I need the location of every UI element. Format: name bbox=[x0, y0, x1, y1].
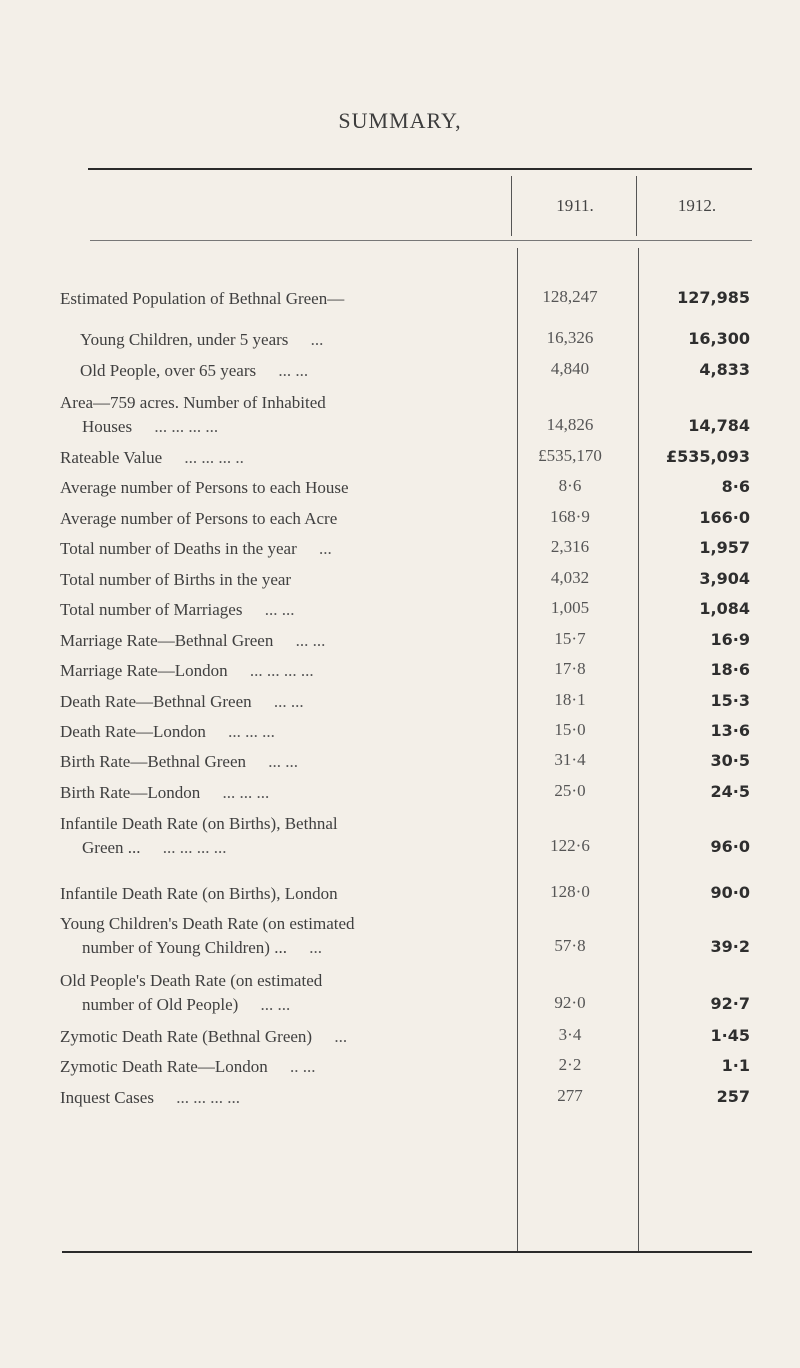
row-label bbox=[60, 287, 490, 311]
leader-dots: ... bbox=[309, 938, 322, 957]
value-1912: 92·7 bbox=[710, 994, 750, 1013]
value-1911: 31·4 bbox=[554, 750, 586, 769]
value-1911: 128,247 bbox=[542, 287, 598, 306]
row-label-text: Young Children's Death Rate (on estimated bbox=[60, 914, 355, 933]
value-1912: 15·3 bbox=[710, 691, 750, 710]
value-1912: 166·0 bbox=[699, 508, 750, 527]
value-1911: 128·0 bbox=[550, 882, 590, 901]
value-1912: 257 bbox=[716, 1087, 750, 1106]
leader-dots: ... bbox=[318, 539, 332, 558]
row-label bbox=[60, 882, 490, 906]
row-label bbox=[60, 359, 490, 383]
row-label-text: Average number of Persons to each House bbox=[60, 478, 349, 497]
row-label bbox=[60, 598, 490, 622]
leader-dots: ... bbox=[310, 330, 324, 349]
row-label-text: Death Rate—London bbox=[60, 722, 206, 741]
leader-dots: ... ... bbox=[278, 361, 309, 380]
value-1912: 1·1 bbox=[721, 1056, 750, 1075]
row-label-continued-text: number of Old People) bbox=[82, 995, 239, 1014]
value-1912: 16·9 bbox=[710, 630, 750, 649]
leader-dots: ... bbox=[334, 1027, 348, 1046]
value-1912: £535,093 bbox=[665, 447, 750, 466]
row-label bbox=[60, 969, 490, 1017]
value-1911: 92·0 bbox=[554, 993, 586, 1012]
row-label-text: Death Rate—Bethnal Green bbox=[60, 692, 252, 711]
row-label-text: Rateable Value bbox=[60, 448, 163, 467]
value-1911: 57·8 bbox=[554, 936, 586, 955]
row-label bbox=[60, 446, 490, 470]
row-label-text: Inquest Cases bbox=[60, 1088, 154, 1107]
value-1911: 4,032 bbox=[550, 568, 590, 587]
leader-dots: ... ... ... ... bbox=[176, 1088, 240, 1107]
value-1911: 14,826 bbox=[546, 415, 594, 434]
row-label-text: Area—759 acres. Number of Inhabited bbox=[60, 393, 326, 412]
value-1912: 24·5 bbox=[710, 782, 750, 801]
value-1912: 8·6 bbox=[721, 477, 750, 496]
bottom-rule bbox=[62, 1251, 752, 1253]
value-1911: 18·1 bbox=[554, 690, 586, 709]
row-label-text: Total number of Marriages bbox=[60, 600, 243, 619]
row-label bbox=[60, 750, 490, 774]
page-title: SUMMARY, bbox=[338, 108, 462, 133]
column-divider-right-header bbox=[636, 176, 637, 236]
leader-dots: ... ... ... ... bbox=[154, 417, 219, 436]
row-label bbox=[60, 1086, 490, 1110]
leader-dots: ... ... ... ... bbox=[249, 661, 314, 680]
row-label-text: Marriage Rate—London bbox=[60, 661, 228, 680]
value-1912: 96·0 bbox=[710, 837, 750, 856]
row-label-continued bbox=[60, 836, 490, 860]
leader-dots: ... ... bbox=[295, 631, 326, 650]
value-1912: 13·6 bbox=[710, 721, 750, 740]
value-1911: 17·8 bbox=[554, 659, 586, 678]
row-label-text: Birth Rate—London bbox=[60, 783, 201, 802]
leader-dots: ... ... bbox=[268, 752, 299, 771]
value-1912: 3,904 bbox=[699, 569, 750, 588]
leader-dots: .. ... bbox=[289, 1057, 316, 1076]
value-1911: 4,840 bbox=[550, 359, 590, 378]
header-rule bbox=[90, 240, 752, 241]
value-1912: 14,784 bbox=[688, 416, 750, 435]
row-label bbox=[60, 537, 490, 561]
row-label-text: Old People's Death Rate (on estimated bbox=[60, 971, 323, 990]
column-header-1911: 1911. bbox=[556, 196, 594, 215]
row-label bbox=[60, 781, 490, 805]
row-label-text: Zymotic Death Rate—London bbox=[60, 1057, 268, 1076]
value-1912: 1,084 bbox=[699, 599, 750, 618]
row-label-text: Infantile Death Rate (on Births), Bethnal bbox=[60, 814, 338, 833]
row-label bbox=[60, 328, 490, 352]
column-divider-left-header bbox=[511, 176, 512, 236]
leader-dots: ... ... ... bbox=[222, 783, 270, 802]
leader-dots: ... ... ... ... bbox=[162, 838, 227, 857]
row-label-continued bbox=[60, 415, 490, 439]
value-1912: 1,957 bbox=[699, 538, 750, 557]
row-label bbox=[60, 720, 490, 744]
value-1912: 90·0 bbox=[710, 883, 750, 902]
leader-dots: ... ... ... bbox=[228, 722, 275, 741]
value-1911: 277 bbox=[557, 1086, 583, 1105]
row-label bbox=[60, 1025, 490, 1049]
row-label bbox=[60, 812, 490, 860]
value-1911: 8·6 bbox=[558, 476, 582, 495]
row-label-text: Average number of Persons to each Acre bbox=[60, 509, 338, 528]
leader-dots: ... ... ... .. bbox=[184, 448, 244, 467]
value-1911: 122·6 bbox=[550, 836, 590, 855]
value-1911: 16,326 bbox=[546, 328, 594, 347]
row-label-text: Zymotic Death Rate (Bethnal Green) bbox=[60, 1027, 313, 1046]
leader-dots: ... ... bbox=[260, 995, 291, 1014]
row-label bbox=[60, 568, 490, 592]
row-label bbox=[60, 690, 490, 714]
value-1911: 15·7 bbox=[554, 629, 586, 648]
value-1912: 16,300 bbox=[688, 329, 750, 348]
row-label bbox=[60, 629, 490, 653]
value-1912: 127,985 bbox=[677, 288, 750, 307]
row-label bbox=[60, 476, 490, 500]
value-1911: 168·9 bbox=[550, 507, 590, 526]
row-label bbox=[60, 391, 490, 439]
row-label-text: Old People, over 65 years bbox=[80, 361, 257, 380]
value-1912: 18·6 bbox=[710, 660, 750, 679]
row-label-continued bbox=[60, 993, 490, 1017]
row-label-text: Birth Rate—Bethnal Green bbox=[60, 752, 247, 771]
row-label bbox=[60, 912, 490, 960]
value-1911: 1,005 bbox=[550, 598, 590, 617]
row-label-continued-text: number of Young Children) ... bbox=[82, 938, 287, 957]
row-label-text: Marriage Rate—Bethnal Green bbox=[60, 631, 274, 650]
value-1912: 30·5 bbox=[710, 751, 750, 770]
row-label bbox=[60, 507, 490, 531]
value-1912: 4,833 bbox=[699, 360, 750, 379]
value-1912: 39·2 bbox=[710, 937, 750, 956]
value-1911: 2,316 bbox=[550, 537, 590, 556]
row-label-text: Young Children, under 5 years bbox=[80, 330, 289, 349]
value-1911: 15·0 bbox=[554, 720, 586, 739]
row-label bbox=[60, 659, 490, 683]
value-1911: 3·4 bbox=[558, 1025, 582, 1044]
column-header-1912: 1912. bbox=[677, 196, 717, 215]
row-label-continued-text: Green ... bbox=[82, 838, 141, 857]
row-label-continued bbox=[60, 936, 490, 960]
row-label-text: Infantile Death Rate (on Births), London bbox=[60, 884, 338, 903]
leader-dots: ... ... bbox=[273, 692, 304, 711]
top-rule bbox=[88, 168, 752, 170]
value-1912: 1·45 bbox=[710, 1026, 750, 1045]
row-label-continued-text: Houses bbox=[82, 417, 133, 436]
row-label-text: Estimated Population of Bethnal Green— bbox=[60, 289, 345, 308]
leader-dots: ... ... bbox=[264, 600, 295, 619]
value-1911: £535,170 bbox=[538, 446, 602, 465]
value-1911: 2·2 bbox=[558, 1055, 582, 1074]
row-label-text: Total number of Births in the year bbox=[60, 570, 292, 589]
value-1911: 25·0 bbox=[554, 781, 586, 800]
row-label-text: Total number of Deaths in the year bbox=[60, 539, 297, 558]
row-label bbox=[60, 1055, 490, 1079]
